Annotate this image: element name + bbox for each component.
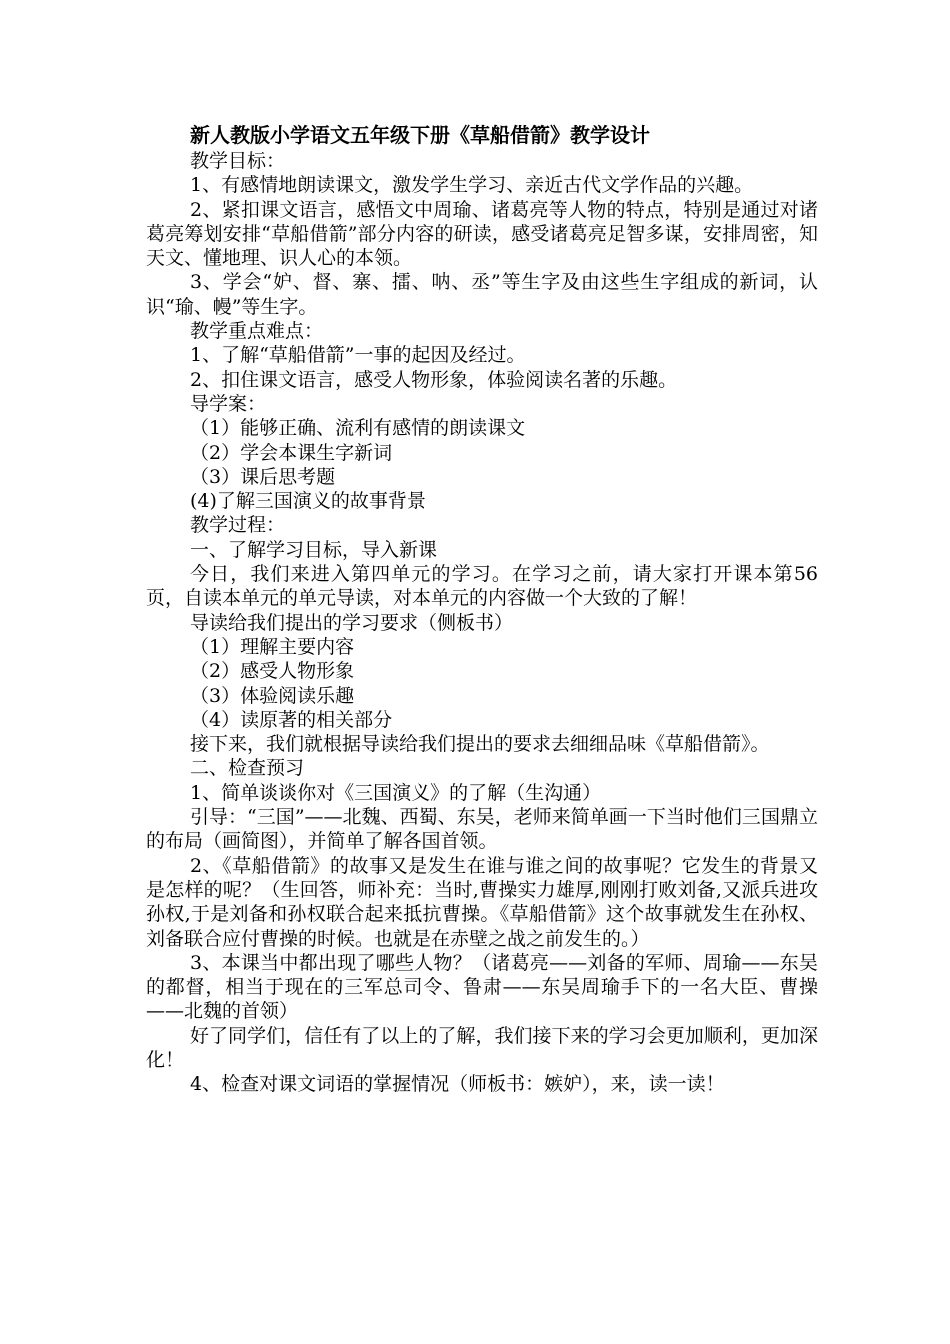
process-paragraph: 好了同学们，信任有了以上的了解，我们接下来的学习会更加顺利，更加深化！ [146,1024,818,1071]
study-guide-item-2: （2）学会本课生字新词 [190,441,393,464]
study-guide-item-3: （3）课后思考题 [190,465,336,488]
process-paragraph: 1、简单谈谈你对《三国演义》的了解（生沟通） [190,781,602,804]
study-guide-item-4: (4)了解三国演义的故事背景 [190,490,426,513]
section-heading-process: 教学过程： [190,514,286,537]
process-paragraph: 导读给我们提出的学习要求（侧板书） [190,611,514,634]
key-point-2: 2、扣住课文语言，感受人物形象，体验阅读名著的乐趣。 [190,368,678,391]
objective-2: 2、紧扣课文语言，感悟文中周瑜、诸葛亮等人物的特点，特别是通过对诸葛亮筹划安排“草船借箭”部分内容的研读，感受诸葛亮足智多谋，安排周密，知天文、懂地理、识人心的本领。 [146,198,818,270]
process-paragraph: 2、《草船借箭》的故事又是发生在谁与谁之间的故事呢？它发生的背景又是怎样的呢？（生回答，师补充：当时,曹操实力雄厚,刚刚打败刘备,又派兵进攻孙权,于是刘备和孙权联合起来抵抗曹操。《草船借箭》这个故事就发生在孙权、刘备联合应付曹操的时候。也就是在赤壁之战之前发生的。） [146,854,818,950]
process-step-2-heading: 二、检查预习 [190,757,305,780]
key-point-1: 1、了解“草船借箭”一事的起因及经过。 [190,344,526,367]
process-paragraph: 接下来，我们就根据导读给我们提出的要求去细细品味《草船借箭》。 [190,733,770,756]
section-heading-key-points: 教学重点难点： [190,320,324,343]
requirement-item-3: （3）体验阅读乐趣 [190,684,355,707]
requirement-item-2: （2）感受人物形象 [190,660,355,683]
document-page [146,122,818,1097]
requirement-item-4: （4）读原著的相关部分 [190,708,393,731]
process-paragraph: 4、检查对课文词语的掌握情况（师板书：嫉妒），来，读一读！ [190,1073,725,1096]
process-step-1-heading: 一、了解学习目标，导入新课 [190,538,438,561]
process-paragraph: 引导：“三国”——北魏、西蜀、东吴，老师来简单画一下当时他们三国鼎立的布局（画简图），并简单了解各国首领。 [146,806,818,853]
study-guide-item-1: （1）能够正确、流利有感情的朗读课文 [190,417,526,440]
requirement-item-1: （1）理解主要内容 [190,635,355,658]
section-heading-study-guide: 导学案： [190,392,267,415]
process-paragraph: 3、本课当中都出现了哪些人物？（诸葛亮——刘备的军师、周瑜——东吴的都督，相当于现在的三军总司令、鲁肃——东吴周瑜手下的一名大臣、曹操——北魏的首领） [146,951,818,1023]
process-paragraph: 今日，我们来进入第四单元的学习。在学习之前，请大家打开课本第56页，自读本单元的单元导读，对本单元的内容做一个大致的了解！ [146,563,818,610]
objective-3: 3、学会“妒、督、寨、擂、呐、丞”等生字及由这些生字组成的新词，认识“瑜、幔”等生字。 [146,271,818,318]
objective-1: 1、有感情地朗读课文，激发学生学习、亲近古代文学作品的兴趣。 [190,174,754,197]
section-heading-objectives: 教学目标： [190,150,286,172]
document-title: 新人教版小学语文五年级下册《草船借箭》教学设计 [190,123,650,147]
